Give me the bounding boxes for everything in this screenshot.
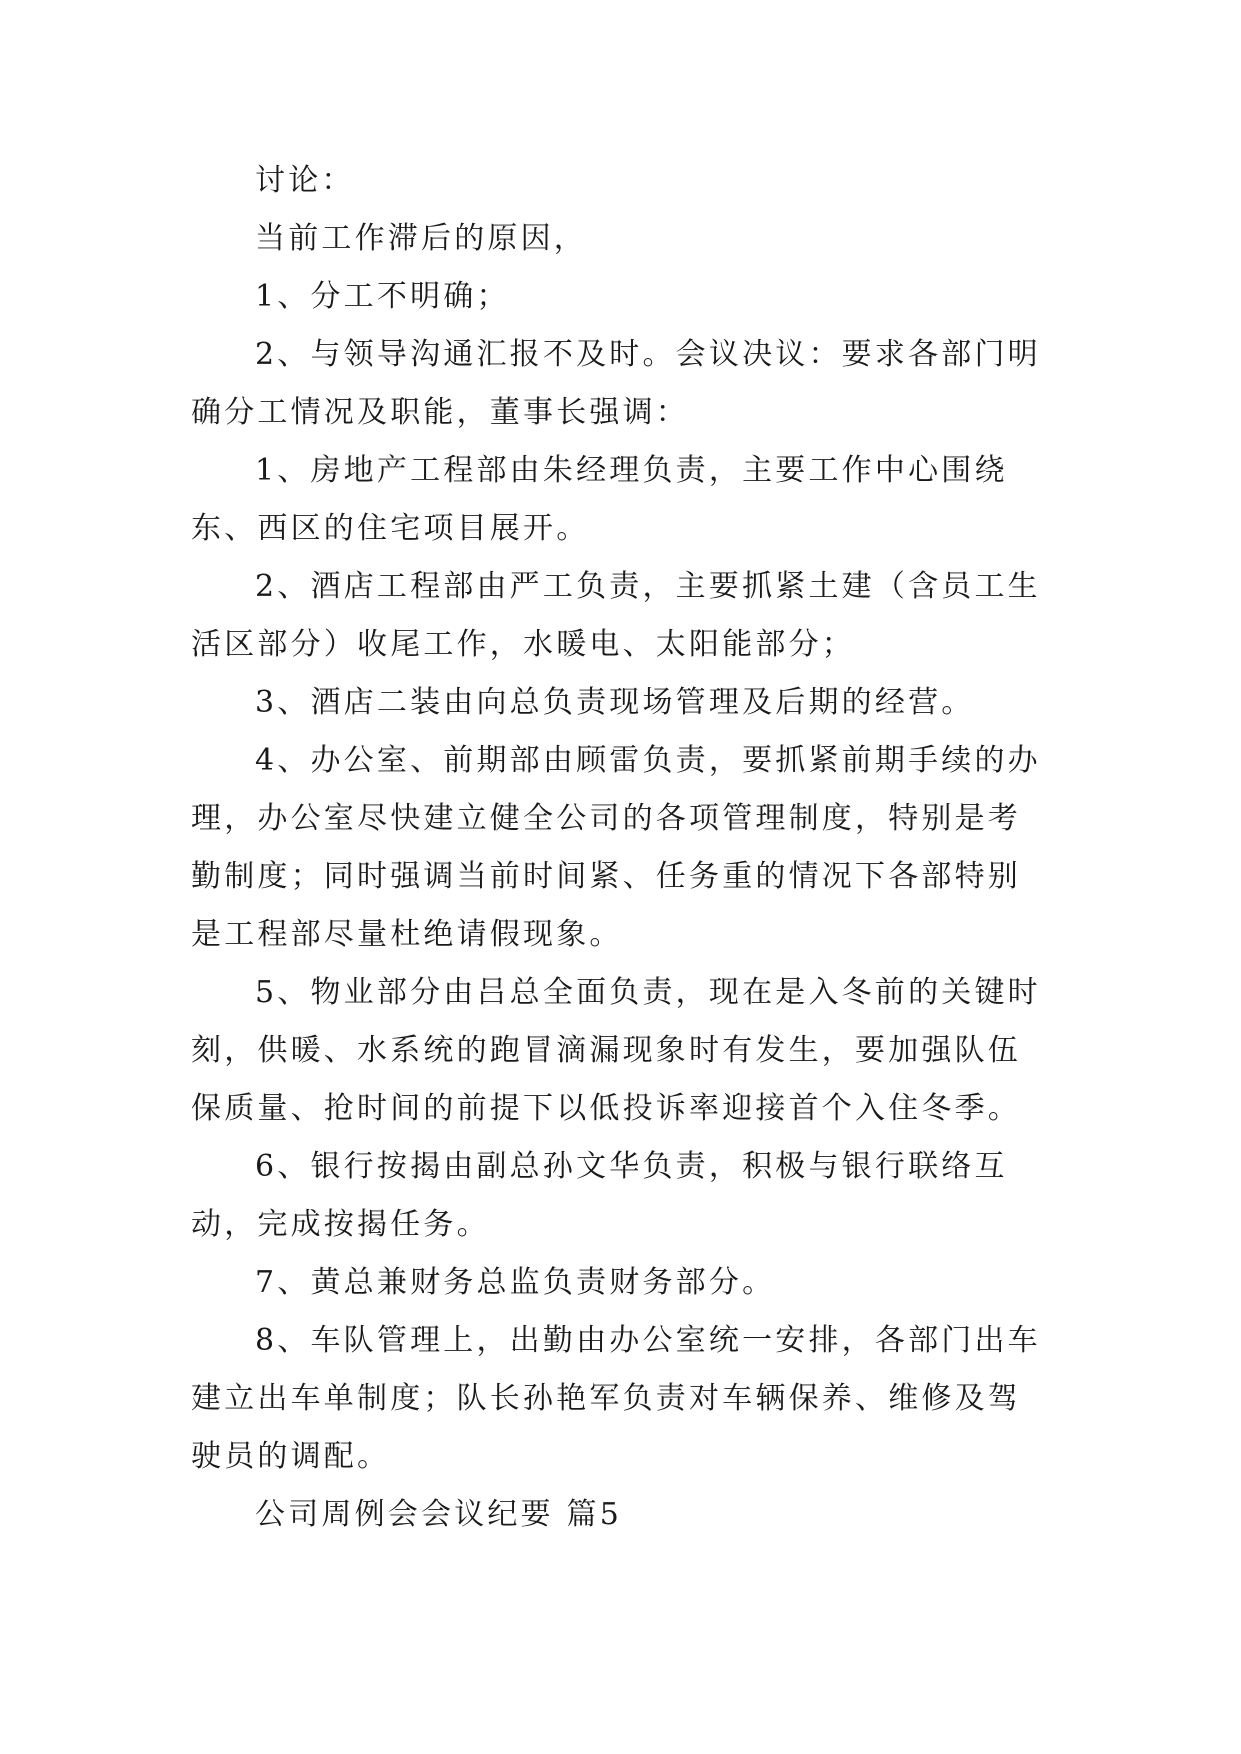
paragraph-discussion-heading: 讨论：	[255, 163, 355, 198]
paragraph-item-4: 4、办公室、前期部由顾雷负责，要抓紧前期手续的办理，办公室尽快建立健全公司的各项管理制度，特别是考勤制度；同时强调当前时间紧、任务重的情况下各部特别是工程部尽量杜绝请假现象。	[191, 743, 1041, 952]
paragraph-reason-2: 2、与领导沟通汇报不及时。会议决议：要求各部门明确分工情况及职能，董事长强调：	[191, 337, 1041, 430]
paragraph-item-7: 7、黄总兼财务总监负责财务部分。	[255, 1265, 776, 1300]
paragraph-item-5: 5、物业部分由吕总全面负责，现在是入冬前的关键时刻，供暖、水系统的跑冒滴漏现象时有发生，要加强队伍保质量、抢时间的前提下以低投诉率迎接首个入住冬季。	[191, 975, 1041, 1126]
paragraph-item-8: 8、车队管理上，出勤由办公室统一安排，各部门出车建立出车单制度；队长孙艳军负责对车辆保养、维修及驾驶员的调配。	[191, 1323, 1041, 1474]
section-heading: 公司周例会会议纪要 篇5	[255, 1497, 623, 1532]
paragraph-delay-reasons: 当前工作滞后的原因，	[255, 221, 587, 256]
document-body	[191, 152, 1051, 1544]
paragraph-item-3: 3、酒店二装由向总负责现场管理及后期的经营。	[255, 685, 975, 720]
paragraph-item-1: 1、房地产工程部由朱经理负责，主要工作中心围绕东、西区的住宅项目展开。	[191, 453, 1008, 546]
paragraph-item-6: 6、银行按揭由副总孙文华负责，积极与银行联络互动，完成按揭任务。	[191, 1149, 1008, 1242]
paragraph-item-2: 2、酒店工程部由严工负责，主要抓紧土建（含员工生活区部分）收尾工作，水暖电、太阳能部分；	[191, 569, 1041, 662]
paragraph-reason-1: 1、分工不明确；	[255, 279, 510, 314]
